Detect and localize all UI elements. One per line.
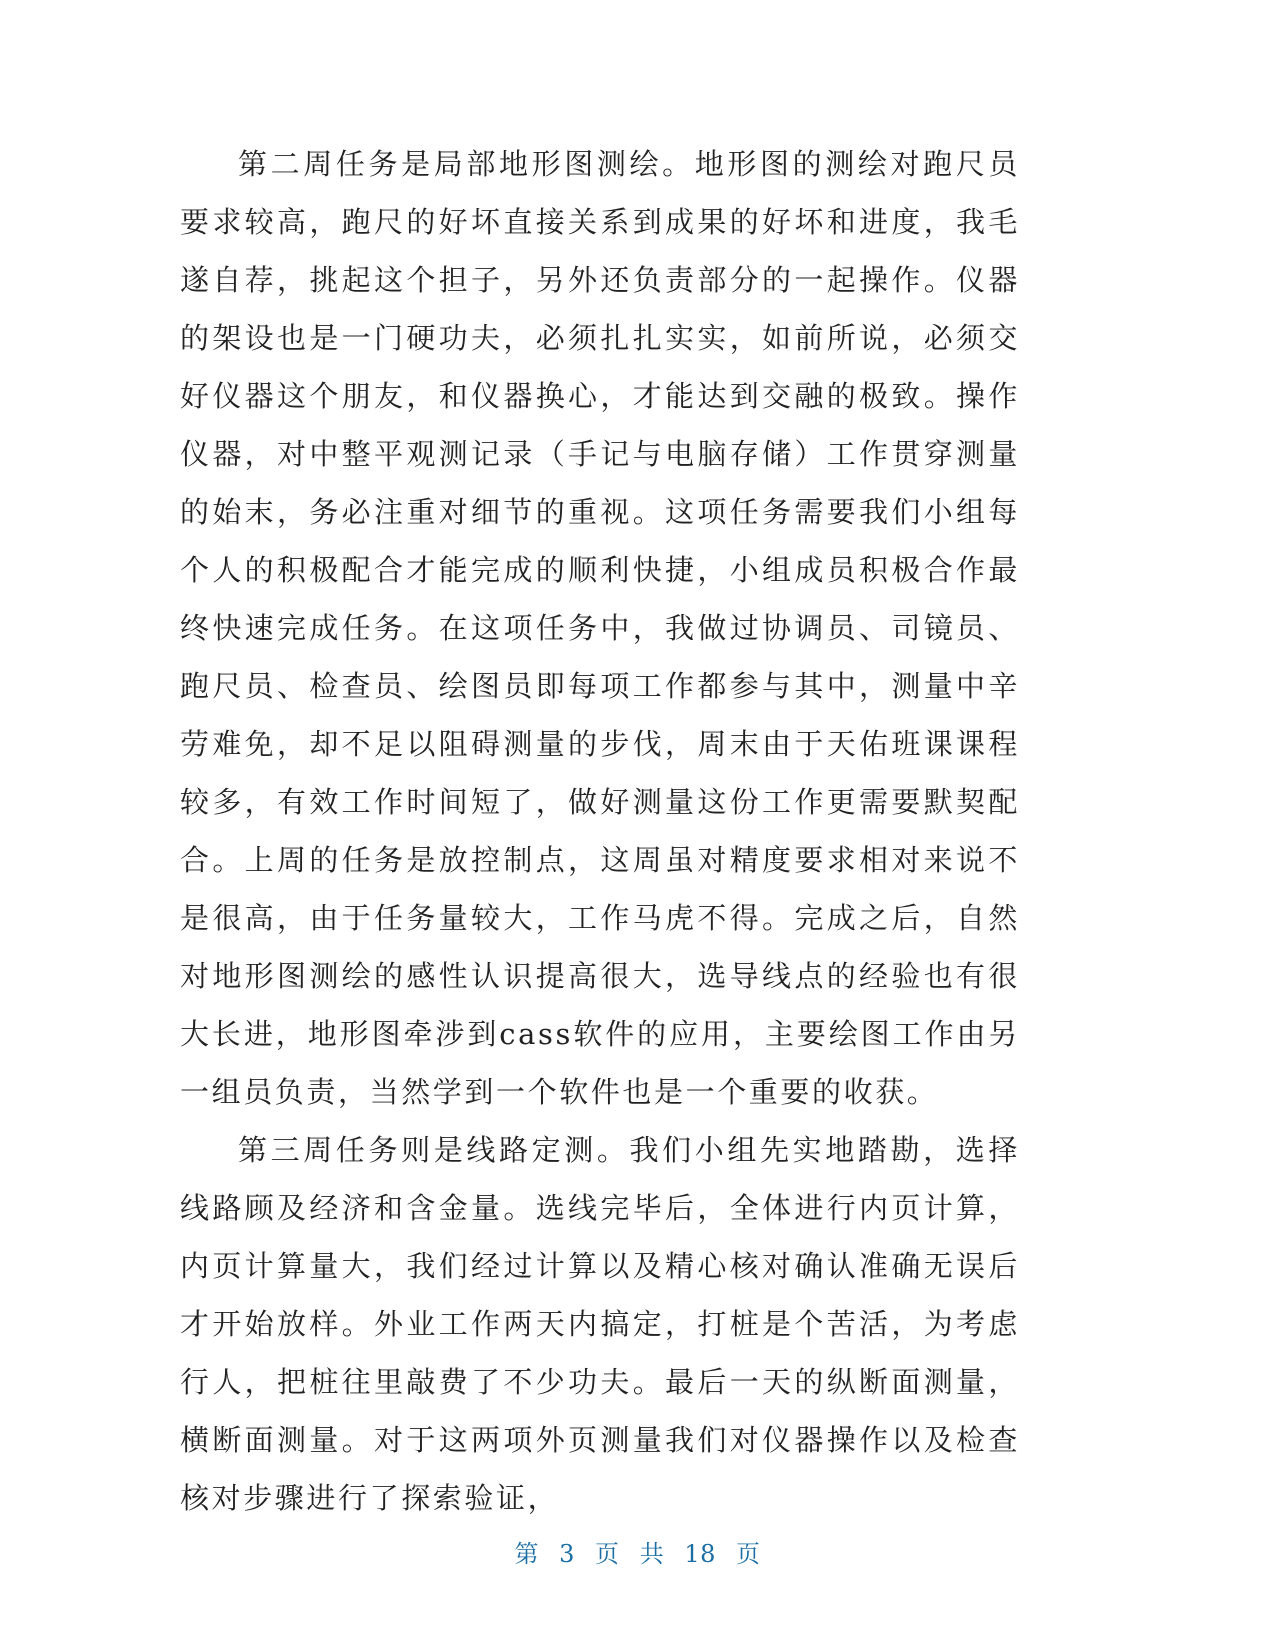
footer-suffix: 页 [736,1540,761,1568]
footer-prefix: 第 [514,1540,539,1568]
footer-current-page: 3 [559,1540,575,1568]
page-body [180,135,1020,1527]
footer-total-pages: 18 [684,1540,716,1568]
footer-page-word: 页 [595,1540,620,1568]
page-footer [0,1534,1275,1569]
footer-total-word: 共 [639,1540,665,1568]
paragraph-week-three: 第三周任务则是线路定测。我们小组先实地踏勘，选择线路顾及经济和含金量。选线完毕后，全体进行内页计算，内页计算量大，我们经过计算以及精心核对确认准确无误后才开始放样。外业工作两天内搞定，打桩是个苦活，为考虑行人，把桩往里敲费了不少功夫。最后一天的纵断面测量，横断面测量。对于这两项外页测量我们对仪器操作以及检查核对步骤进行了探索验证， [180,1133,1020,1515]
paragraph-week-two: 第二周任务是局部地形图测绘。地形图的测绘对跑尺员要求较高，跑尺的好坏直接关系到成果的好坏和进度，我毛遂自荐，挑起这个担子，另外还负责部分的一起操作。仪器的架设也是一门硬功夫，必须扎扎实实，如前所说，必须交好仪器这个朋友，和仪器换心，才能达到交融的极致。操作仪器，对中整平观测记录（手记与电脑存储）工作贯穿测量的始末，务必注重对细节的重视。这项任务需要我们小组每个人的积极配合才能完成的顺利快捷，小组成员积极合作最终快速完成任务。在这项任务中，我做过协调员、司镜员、跑尺员、检查员、绘图员即每项工作都参与其中，测量中辛劳难免，却不足以阻碍测量的步伐，周末由于天佑班课课程较多，有效工作时间短了，做好测量这份工作更需要默契配合。上周的任务是放控制点，这周虽对精度要求相对来说不是很高，由于任务量较大，工作马虎不得。完成之后，自然对地形图测绘的感性认识提高很大，选导线点的经验也有很大长进，地形图牵涉到cass软件的应用，主要绘图工作由另一组员负责，当然学到一个软件也是一个重要的收获。 [180,147,1020,1109]
